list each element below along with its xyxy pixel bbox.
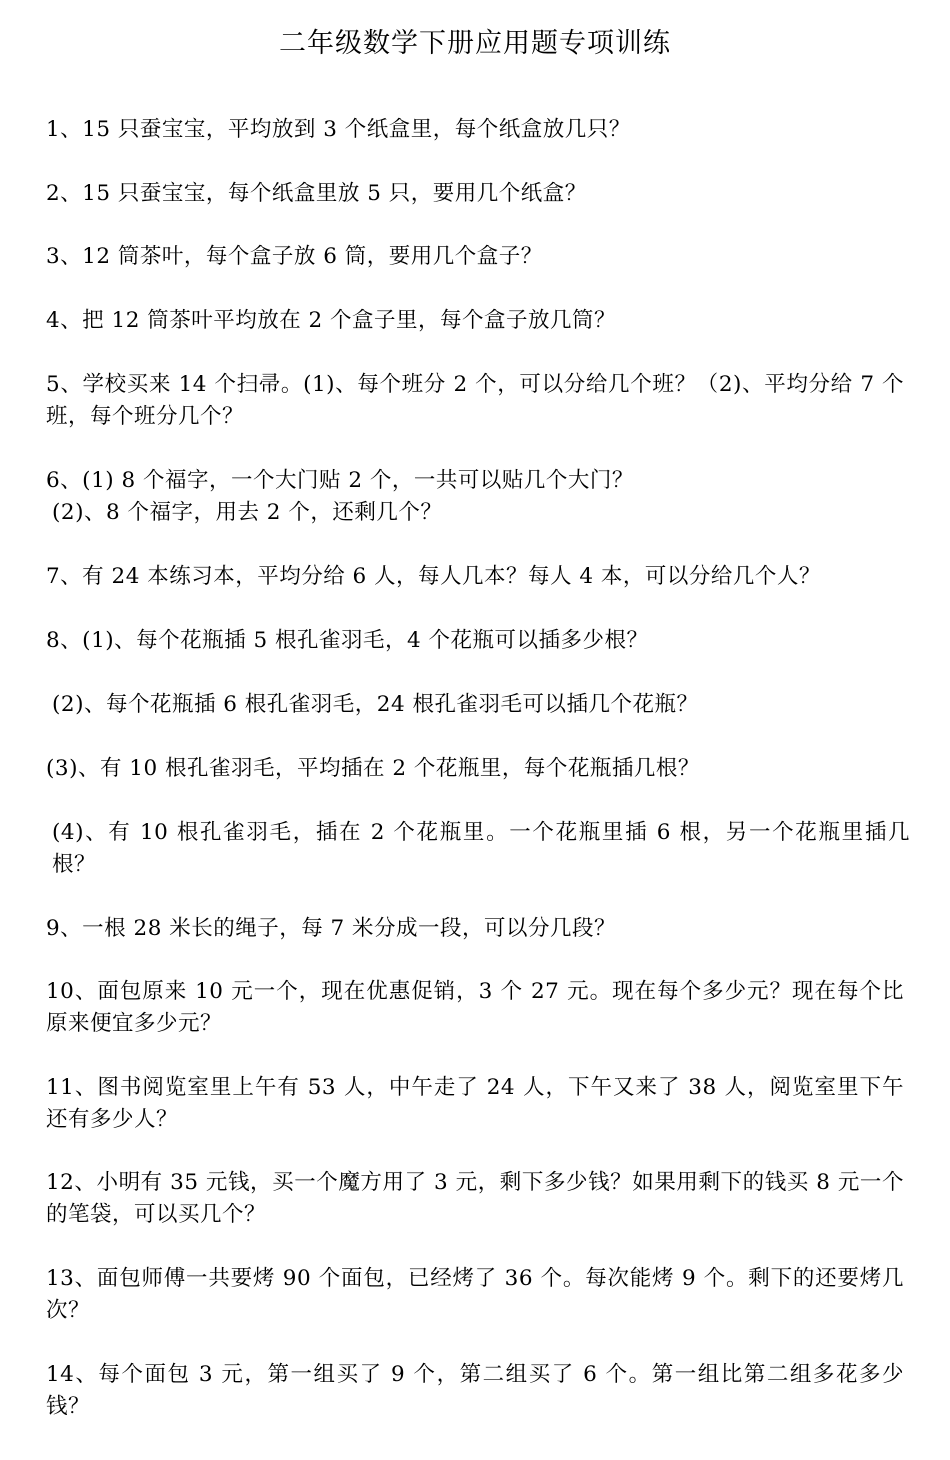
question-6-part-1: 6、(1) 8 个福字，一个大门贴 2 个，一共可以贴几个大门？ (46, 468, 634, 493)
page-title: 二年级数学下册应用题专项训练 (279, 28, 671, 59)
question-8-part-1: 8、(1)、每个花瓶插 5 根孔雀羽毛，4 个花瓶可以插多少根？ (46, 628, 649, 653)
question-1: 1、15 只蚕宝宝，平均放到 3 个纸盒里，每个纸盒放几只？ (46, 117, 631, 142)
question-4: 4、把 12 筒茶叶平均放在 2 个盒子里，每个盒子放几筒？ (46, 308, 617, 333)
question-10: 10、面包原来 10 元一个，现在优惠促销，3 个 27 元。现在每个多少元？现在每个比原来便宜多少元？ (46, 979, 904, 1036)
question-8-part-4: (4)、有 10 根孔雀羽毛，插在 2 个花瓶里。一个花瓶里插 6 根，另一个花瓶里插几根？ (52, 820, 910, 877)
question-3: 3、12 筒茶叶，每个盒子放 6 筒，要用几个盒子？ (46, 244, 543, 269)
question-14: 14、每个面包 3 元，第一组买了 9 个，第二组买了 6 个。第一组比第二组多花多少钱？ (46, 1362, 904, 1419)
question-13: 13、面包师傅一共要烤 90 个面包，已经烤了 36 个。每次能烤 9 个。剩下的还要烤几次？ (46, 1266, 904, 1323)
question-12: 12、小明有 35 元钱，买一个魔方用了 3 元，剩下多少钱？如果用剩下的钱买 8 元一个的笔袋，可以买几个？ (46, 1170, 904, 1227)
question-11: 11、图书阅览室里上午有 53 人，中午走了 24 人，下午又来了 38 人，阅览室里下午还有多少人？ (46, 1075, 904, 1132)
question-9: 9、一根 28 米长的绳子，每 7 米分成一段，可以分几段？ (46, 916, 617, 941)
question-8-part-2: (2)、每个花瓶插 6 根孔雀羽毛，24 根孔雀羽毛可以插几个花瓶？ (52, 692, 699, 717)
question-2: 2、15 只蚕宝宝，每个纸盒里放 5 只，要用几个纸盒？ (46, 181, 587, 206)
question-8-part-3: (3)、有 10 根孔雀羽毛，平均插在 2 个花瓶里，每个花瓶插几根？ (46, 756, 700, 781)
question-7: 7、有 24 本练习本，平均分给 6 人，每人几本？每人 4 本，可以分给几个人？ (46, 564, 821, 589)
question-6-part-2: (2)、8 个福字，用去 2 个，还剩几个？ (52, 500, 443, 525)
question-5: 5、学校买来 14 个扫帚。(1)、每个班分 2 个，可以分给几个班？（2)、平均分给 7 个班，每个班分几个？ (46, 372, 904, 429)
